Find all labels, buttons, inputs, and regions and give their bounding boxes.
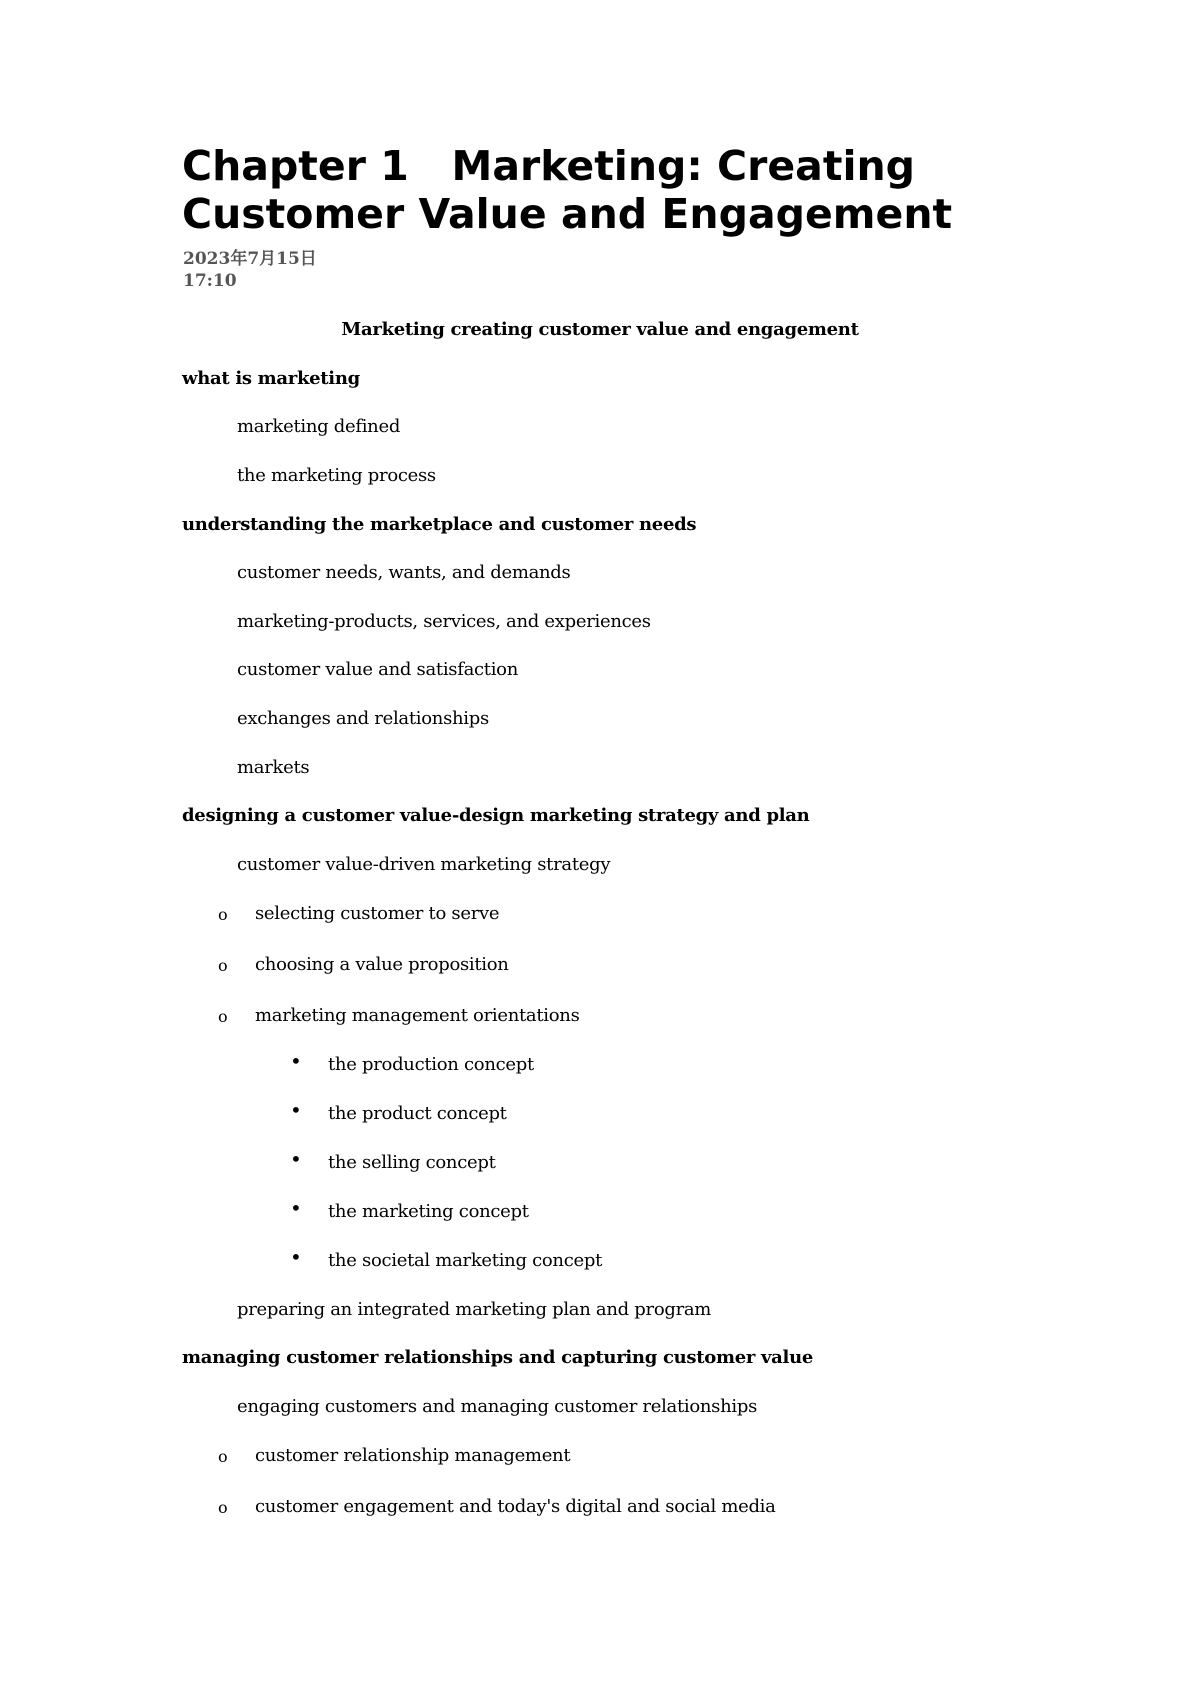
date-stamp: 2023年7月15日: [183, 249, 317, 269]
outline-item: markets: [237, 757, 310, 778]
outline-subsubitem: the marketing concept: [328, 1201, 529, 1222]
outline-item: exchanges and relationships: [237, 708, 489, 729]
time-stamp: 17:10: [183, 271, 237, 291]
title-line-2: Customer Value and Engagement: [182, 190, 953, 238]
outline-subsubitem: the societal marketing concept: [328, 1250, 602, 1271]
outline-subsubitem: the production concept: [328, 1054, 534, 1075]
outline-item: the marketing process: [237, 465, 436, 486]
title-line-1: Chapter 1 Marketing: Creating: [182, 142, 916, 190]
outline-subsubitem: the product concept: [328, 1103, 507, 1124]
outline-subitem: selecting customer to serve: [255, 903, 500, 924]
outline-item-section: managing customer relationships and capturing customer value: [182, 1347, 814, 1368]
circle-bullet-icon: o: [218, 956, 228, 975]
outline-item: customer value and satisfaction: [237, 659, 519, 680]
dot-bullet-icon: •: [290, 1147, 302, 1171]
dot-bullet-icon: •: [290, 1196, 302, 1220]
outline-item: marketing defined: [237, 416, 401, 437]
circle-bullet-icon: o: [218, 1007, 228, 1026]
page-title: [182, 142, 952, 238]
outline-item: marketing-products, services, and experiences: [237, 611, 651, 632]
circle-bullet-icon: o: [218, 1498, 228, 1517]
outline-item-section: understanding the marketplace and customer needs: [182, 514, 697, 535]
dot-bullet-icon: •: [290, 1098, 302, 1122]
outline-item: engaging customers and managing customer relationships: [237, 1396, 758, 1417]
section-heading: Marketing creating customer value and engagement: [341, 319, 859, 340]
outline-subitem: customer relationship management: [255, 1445, 571, 1466]
outline-item: preparing an integrated marketing plan and program: [237, 1299, 712, 1320]
dot-bullet-icon: •: [290, 1049, 302, 1073]
circle-bullet-icon: o: [218, 1447, 228, 1466]
outline-item: customer needs, wants, and demands: [237, 562, 571, 583]
outline-item: customer value-driven marketing strategy: [237, 854, 611, 875]
outline-item-section: designing a customer value-design marketing strategy and plan: [182, 805, 810, 826]
dot-bullet-icon: •: [290, 1245, 302, 1269]
outline-item-section: what is marketing: [182, 368, 360, 389]
outline-subitem: marketing management orientations: [255, 1005, 580, 1026]
outline-subitem: customer engagement and today's digital and social media: [255, 1496, 776, 1517]
outline-subsubitem: the selling concept: [328, 1152, 496, 1173]
outline-subitem: choosing a value proposition: [255, 954, 509, 975]
circle-bullet-icon: o: [218, 905, 228, 924]
